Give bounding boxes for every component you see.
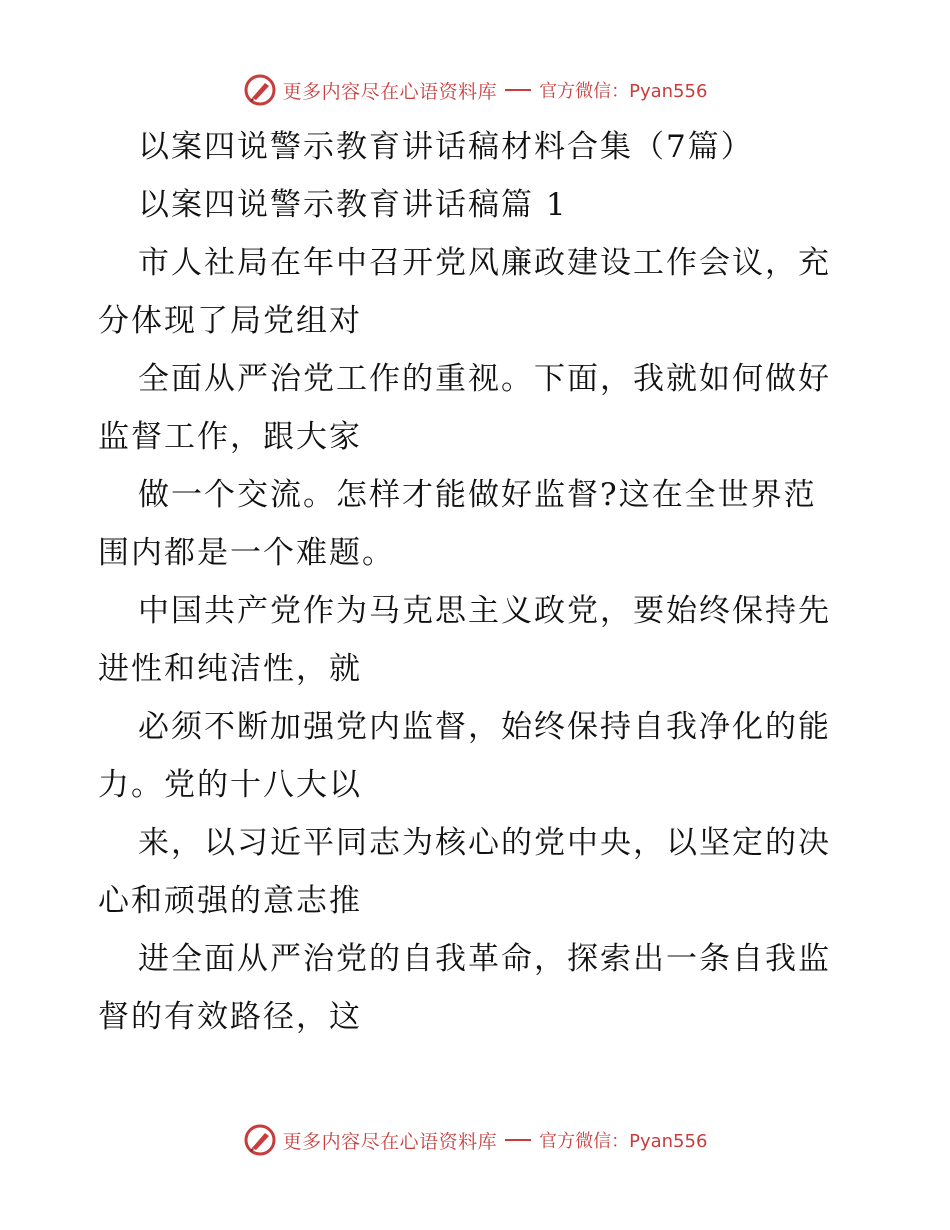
text-line: 全面从严治党工作的重视。下面，我就如何做好 xyxy=(138,361,831,397)
text-line: 进性和纯洁性，就 xyxy=(98,651,362,687)
header-watermark xyxy=(0,70,950,110)
text-line: 督的有效路径，这 xyxy=(98,999,362,1035)
text-line: 做一个交流。怎样才能做好监督?这在全世界范 xyxy=(138,477,817,513)
text-line: 分体现了局党组对 xyxy=(98,303,362,339)
text-line: 围内都是一个难题。 xyxy=(98,535,395,571)
footer-watermark xyxy=(0,1120,950,1160)
text-line: 监督工作，跟大家 xyxy=(98,419,362,455)
watermark-main-text: 更多内容尽在心语资料库 xyxy=(282,1130,498,1153)
watermark-sub-text: 官方微信：Pyan556 xyxy=(539,81,708,102)
document-body xyxy=(98,118,858,1046)
text-line: 来，以习近平同志为核心的党中央，以坚定的决 xyxy=(138,825,831,861)
text-line: 力。党的十八大以 xyxy=(98,767,362,803)
text-line: 必须不断加强党内监督，始终保持自我净化的能 xyxy=(138,709,831,745)
watermark-sub-text: 官方微信：Pyan556 xyxy=(539,1131,708,1152)
watermark-main-text: 更多内容尽在心语资料库 xyxy=(282,80,498,103)
text-line: 市人社局在年中召开党风廉政建设工作会议，充 xyxy=(138,245,831,281)
watermark-dash xyxy=(505,89,531,91)
text-line: 心和顽强的意志推 xyxy=(98,883,362,919)
pen-logo-icon xyxy=(243,1123,277,1157)
pen-logo-icon xyxy=(243,73,277,107)
text-line: 进全面从严治党的自我革命，探索出一条自我监 xyxy=(138,941,831,977)
watermark-dash xyxy=(505,1139,531,1141)
text-line: 中国共产党作为马克思主义政党，要始终保持先 xyxy=(138,593,831,629)
document-title: 以案四说警示教育讲话稿材料合集（7篇） xyxy=(138,129,754,165)
section-heading: 以案四说警示教育讲话稿篇 1 xyxy=(138,187,568,223)
